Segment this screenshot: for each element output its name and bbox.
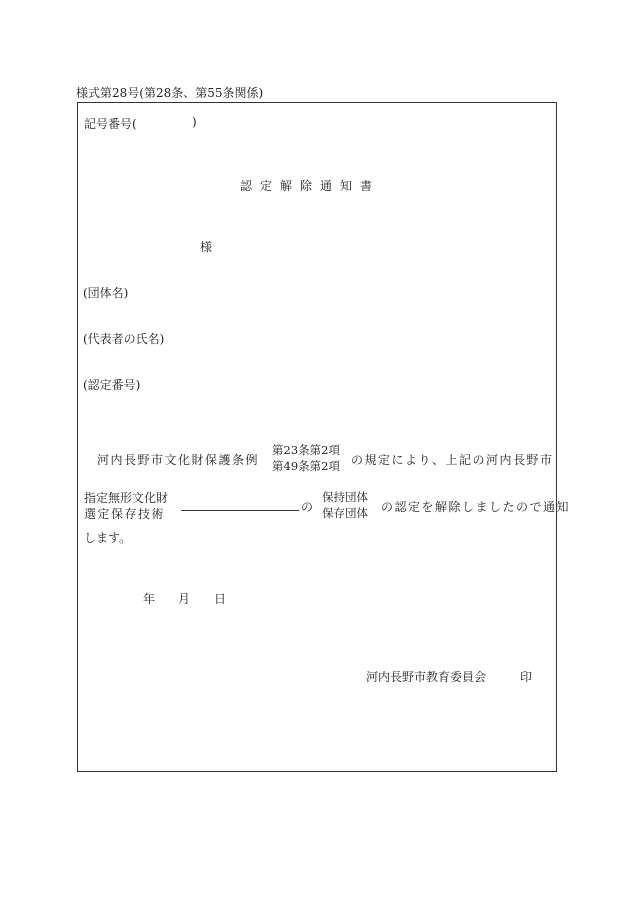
ordinance-name: 河内長野市文化財保護条例 [97, 453, 260, 467]
article-option-a: 第23条第2項 [272, 443, 340, 457]
particle-no: の [301, 500, 314, 514]
record-number-close: ) [192, 115, 197, 129]
document-title: 認定解除通知書 [240, 179, 381, 193]
category-option-b: 選定保存技術 [84, 507, 166, 521]
category-name-blank-line [181, 510, 299, 511]
closing-text: します。 [84, 531, 132, 545]
issuer-name: 河内長野市教育委員会 [366, 670, 487, 684]
certification-number-label: (認定番号) [83, 378, 141, 392]
revocation-text: の認定を解除しましたので通知 [381, 500, 571, 514]
honorific-label: 様 [200, 240, 213, 254]
representative-name-label: (代表者の氏名) [83, 332, 165, 346]
record-number-label: 記号番号( [84, 117, 137, 131]
seal-mark: 印 [520, 670, 533, 684]
date-month-label: 月 [178, 592, 191, 606]
article-option-b: 第49条第2項 [272, 459, 340, 473]
date-year-label: 年 [143, 592, 156, 606]
holder-option-a: 保持団体 [322, 490, 368, 504]
date-day-label: 日 [214, 592, 227, 606]
form-number-label: 様式第28号(第28条、第55条関係) [76, 86, 264, 100]
holder-option-b: 保存団体 [322, 506, 368, 520]
group-name-label: (団体名) [83, 286, 129, 300]
category-option-a: 指定無形文化財 [84, 491, 169, 505]
provision-text: の規定により、上記の河内長野市 [351, 453, 554, 467]
